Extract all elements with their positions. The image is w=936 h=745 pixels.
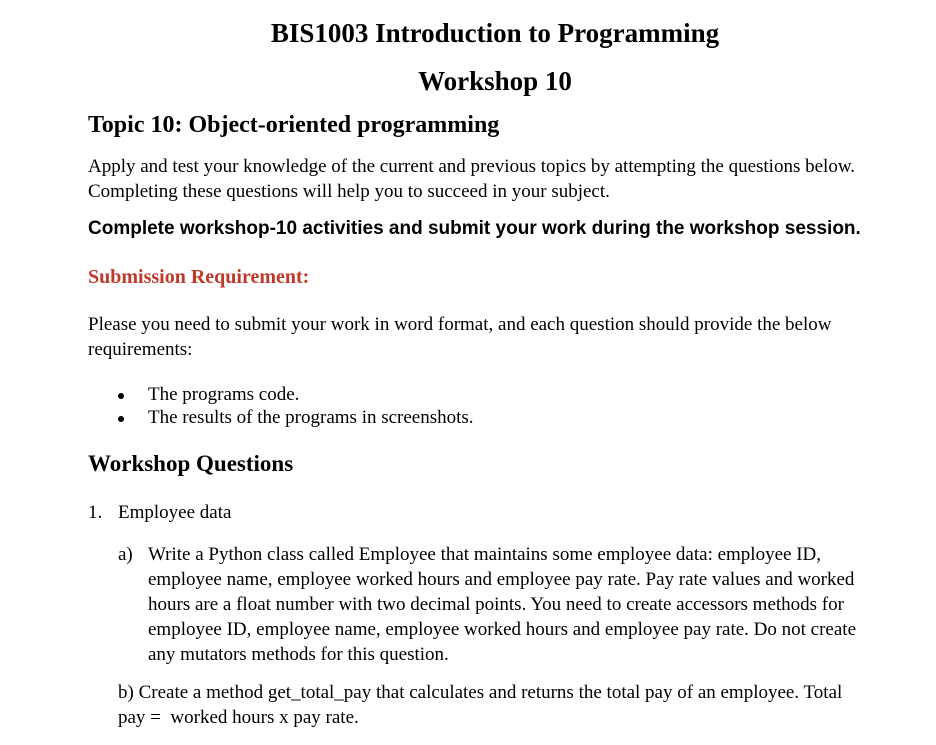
bullet-item-results: The results of the programs in screenshots.: [148, 407, 474, 428]
bullet-item-code: The programs code.: [148, 384, 300, 405]
intro-line-2: Completing these questions will help you to succeed in your subject.: [88, 181, 610, 202]
submission-text-line-1: Please you need to submit your work in word format, and each question should provide the below: [88, 314, 832, 335]
part-a-line-2: employee name, employee worked hours and employee pay rate. Pay rate values and worked: [148, 569, 855, 590]
workshop-title: Workshop 10: [418, 66, 572, 96]
part-b-line-1: b) Create a method get_total_pay that calculates and returns the total pay of an employee. Total: [118, 682, 843, 703]
bullet-dot: [118, 416, 124, 422]
part-a-line-1: Write a Python class called Employee that maintains some employee data: employee ID,: [148, 544, 821, 565]
question-1-number: 1.: [88, 502, 103, 523]
intro-line-1: Apply and test your knowledge of the current and previous topics by attempting the questions below.: [88, 156, 856, 177]
question-1-title: Employee data: [118, 502, 232, 523]
part-a-label: a): [118, 544, 133, 565]
part-b-line-2: pay = worked hours x pay rate.: [118, 707, 359, 728]
instruction-text: Complete workshop-10 activities and submit your work during the workshop session.: [88, 218, 861, 239]
part-a-line-4: employee ID, employee name, employee worked hours and employee pay rate. Do not create: [148, 619, 857, 640]
submission-heading: Submission Requirement:: [88, 266, 310, 288]
submission-text-line-2: requirements:: [88, 339, 193, 360]
part-a-line-5: any mutators methods for this question.: [148, 644, 449, 665]
bullet-dot: [118, 393, 124, 399]
part-a-line-3: hours are a float number with two decimal points. You need to create accessors methods for: [148, 594, 844, 615]
topic-heading: Topic 10: Object-oriented programming: [88, 112, 500, 138]
workshop-questions-heading: Workshop Questions: [88, 451, 294, 476]
course-title: BIS1003 Introduction to Programming: [270, 18, 720, 48]
